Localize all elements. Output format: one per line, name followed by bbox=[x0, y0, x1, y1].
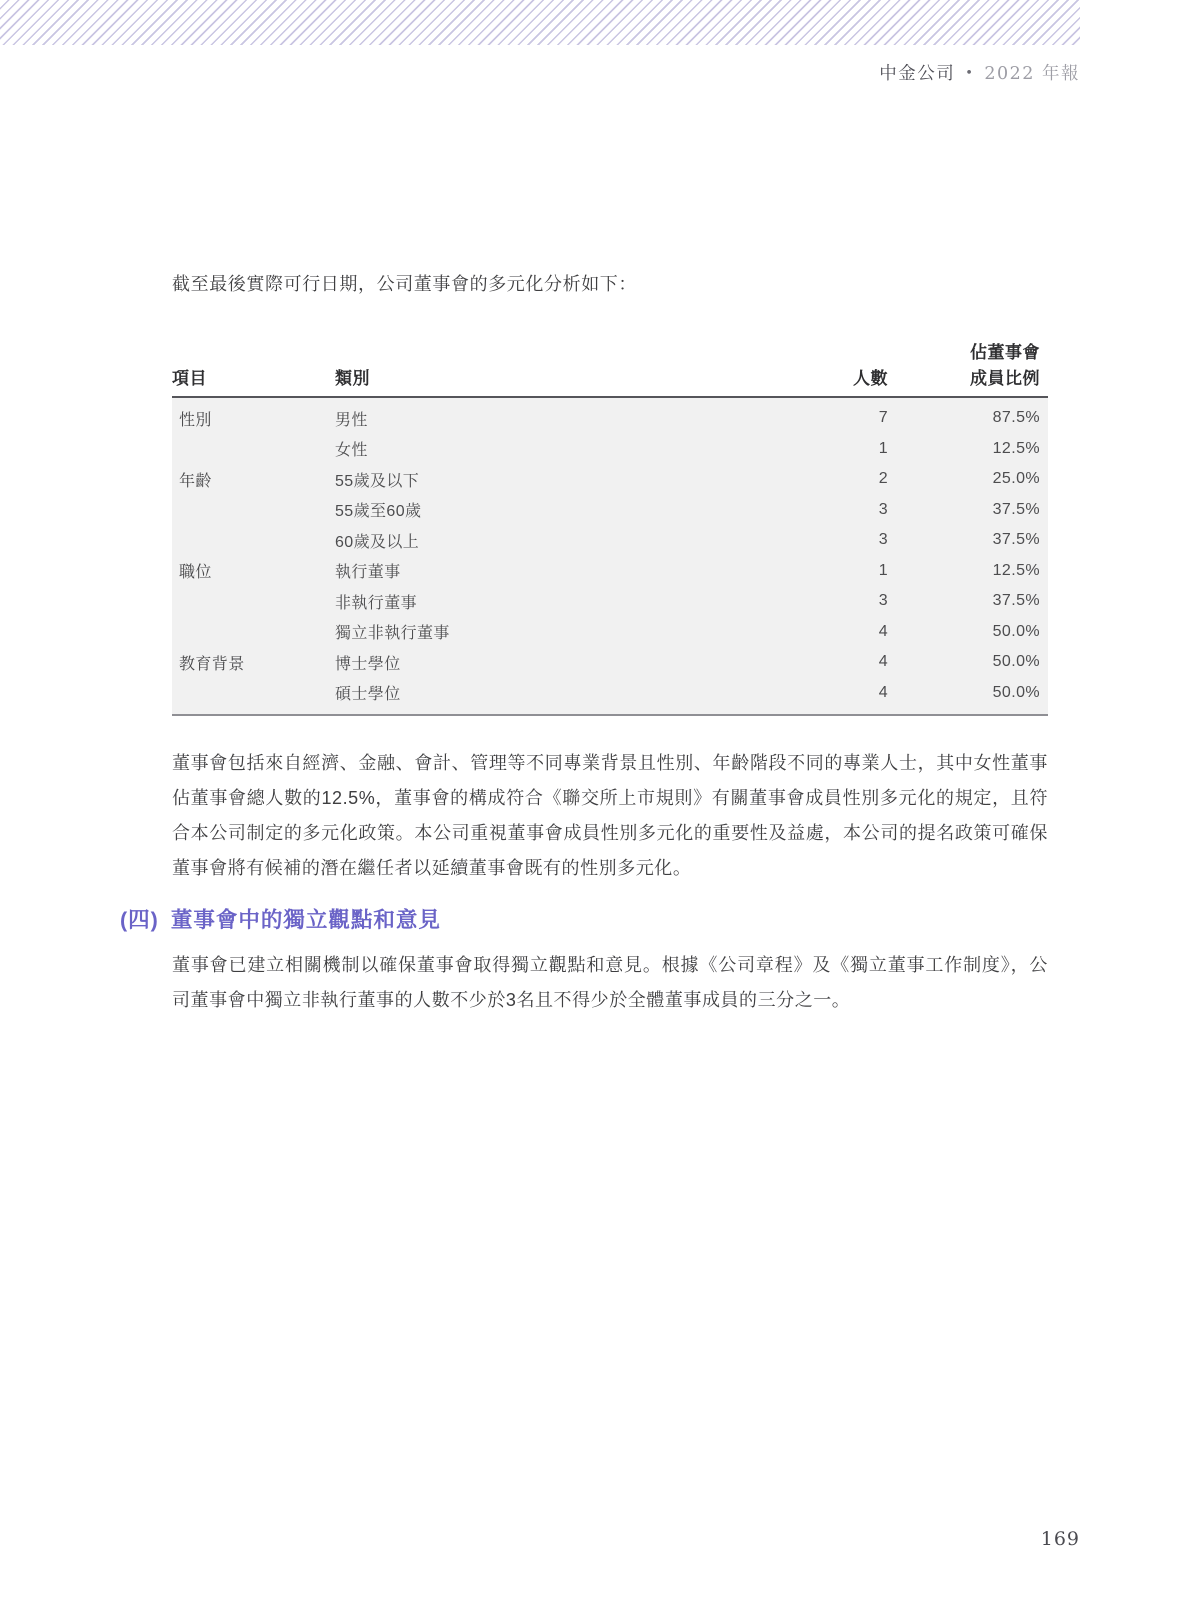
table-cell-pct: 87.5% bbox=[992, 409, 1040, 427]
table-cell-category: 60歲及以上 bbox=[335, 533, 420, 551]
table-cell-count: 3 bbox=[878, 500, 888, 518]
table-cell-pct: 25.0% bbox=[992, 470, 1040, 488]
table-cell-category: 55歲及以下 bbox=[335, 472, 420, 490]
table-cell-pct: 50.0% bbox=[992, 622, 1040, 640]
column-header-ratio-line1: 佔董事會 bbox=[970, 343, 1040, 362]
table-cell-item: 教育背景 bbox=[179, 655, 245, 673]
table-row bbox=[172, 525, 1048, 556]
table-cell-item: 性別 bbox=[179, 411, 212, 429]
section-title: 董事會中的獨立觀點和意見 bbox=[170, 908, 441, 932]
table-cell-count: 3 bbox=[878, 531, 888, 549]
table-row bbox=[172, 586, 1048, 617]
table-row bbox=[172, 647, 1048, 678]
table-cell-count: 1 bbox=[878, 561, 888, 579]
table-cell-count: 2 bbox=[878, 470, 888, 488]
table-cell-pct: 37.5% bbox=[992, 531, 1040, 549]
board-diversity-table bbox=[172, 333, 1048, 716]
page-number: 169 bbox=[1040, 1528, 1080, 1550]
independence-paragraph: 董事會已建立相關機制以確保董事會取得獨立觀點和意見。根據《公司章程》及《獨立董事工作制度》，公司董事會中獨立非執行董事的人數不少於3名且不得少於全體董事成員的三分之一。 bbox=[172, 955, 1048, 1010]
column-header-ratio-line2: 成員比例 bbox=[970, 369, 1040, 388]
table-header-row bbox=[172, 363, 1048, 396]
table-cell-item: 職位 bbox=[179, 564, 212, 582]
table-cell-category: 非執行董事 bbox=[335, 594, 418, 612]
table-cell-pct: 50.0% bbox=[992, 653, 1040, 671]
table-cell-count: 7 bbox=[878, 409, 888, 427]
table-body bbox=[172, 396, 1048, 716]
bullet-separator: • bbox=[965, 66, 975, 81]
table-cell-count: 4 bbox=[878, 653, 888, 671]
table-cell-count: 3 bbox=[878, 592, 888, 610]
table-header-top-row bbox=[172, 333, 1048, 363]
column-header-item: 項目 bbox=[172, 369, 207, 388]
table-cell-category: 男性 bbox=[335, 411, 368, 429]
column-header-category: 類別 bbox=[335, 369, 370, 388]
table-row bbox=[172, 617, 1048, 648]
table-cell-pct: 50.0% bbox=[992, 683, 1040, 701]
table-cell-category: 女性 bbox=[335, 442, 368, 460]
table-cell-pct: 37.5% bbox=[992, 592, 1040, 610]
diversity-paragraph: 董事會包括來自經濟、金融、會計、管理等不同專業背景且性別、年齡階段不同的專業人士，其中女性董事佔董事會總人數的12.5%，董事會的構成符合《聯交所上市規則》有關董事會成員性別多元化的規定，且符合本公司制定的多元化政策。本公司重視董事會成員性別多元化的重要性及益處，本公司的提名政策可確保董事會將有候補的潛在繼任者以延續董事會既有的性別多元化。 bbox=[172, 753, 1048, 878]
table-cell-item: 年齡 bbox=[179, 472, 212, 490]
table-cell-pct: 12.5% bbox=[992, 561, 1040, 579]
section-number: (四) bbox=[120, 908, 159, 932]
table-cell-count: 1 bbox=[878, 439, 888, 457]
table-cell-category: 執行董事 bbox=[335, 564, 401, 582]
table-cell-category: 獨立非執行董事 bbox=[335, 625, 450, 643]
table-row bbox=[172, 434, 1048, 465]
table-row bbox=[172, 403, 1048, 434]
table-row bbox=[172, 556, 1048, 587]
report-edition: 2022 年報 bbox=[984, 64, 1080, 84]
intro-text: 截至最後實際可行日期，公司董事會的多元化分析如下： bbox=[172, 274, 637, 294]
table-cell-category: 碩士學位 bbox=[335, 686, 401, 704]
table-cell-count: 4 bbox=[878, 683, 888, 701]
table-cell-category: 博士學位 bbox=[335, 655, 401, 673]
table-row bbox=[172, 495, 1048, 526]
table-row bbox=[172, 678, 1048, 709]
decorative-hatch-band bbox=[0, 0, 1080, 45]
company-name: 中金公司 bbox=[879, 64, 956, 84]
table-cell-pct: 37.5% bbox=[992, 500, 1040, 518]
table-cell-pct: 12.5% bbox=[992, 439, 1040, 457]
section-heading bbox=[120, 903, 1060, 934]
table-cell-category: 55歲至60歲 bbox=[335, 503, 422, 521]
table-cell-count: 4 bbox=[878, 622, 888, 640]
running-head bbox=[0, 60, 1080, 85]
table-row bbox=[172, 464, 1048, 495]
column-header-count: 人數 bbox=[853, 369, 888, 388]
